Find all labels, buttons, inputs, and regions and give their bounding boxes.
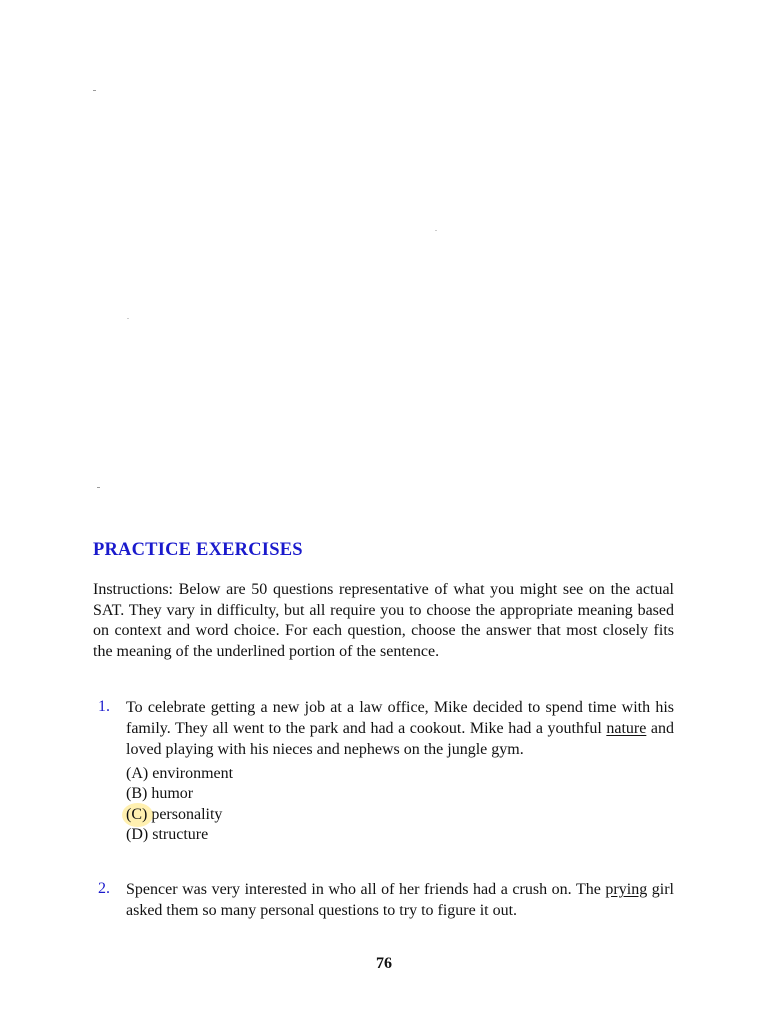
option-letter: (A) bbox=[126, 765, 149, 782]
option-text: structure bbox=[152, 825, 209, 843]
question-text-after: girl asked them so many personal questions to try to figure it out. bbox=[126, 881, 675, 919]
option-text: humor bbox=[151, 785, 194, 803]
question-2 bbox=[93, 879, 674, 921]
question-number: 2. bbox=[98, 880, 110, 897]
scan-speck bbox=[127, 318, 129, 319]
option-a bbox=[126, 764, 674, 784]
option-text: environment bbox=[152, 765, 234, 782]
option-letter: (D) bbox=[126, 825, 149, 843]
question-number: 1. bbox=[98, 698, 110, 715]
scan-speck bbox=[435, 230, 437, 231]
question-text bbox=[126, 879, 674, 921]
option-text: personality bbox=[151, 805, 223, 823]
option-letter-highlighted bbox=[126, 805, 147, 825]
underlined-word: prying bbox=[605, 881, 648, 898]
question-text-before: To celebrate getting a new job at a law office, Mike decided to spend time with his family. They all went to the park and had a cookout. Mike had a youthful bbox=[126, 699, 674, 737]
option-c bbox=[126, 805, 674, 825]
page-number: 76 bbox=[376, 955, 392, 972]
scan-speck bbox=[93, 90, 96, 91]
underlined-word: nature bbox=[606, 720, 647, 737]
question-text-after: and loved playing with his nieces and nephews on the jungle gym. bbox=[126, 720, 674, 758]
section-heading: PRACTICE EXERCISES bbox=[93, 540, 303, 560]
question-text-before: Spencer was very interested in who all of her friends had a crush on. The bbox=[126, 881, 606, 898]
option-d bbox=[126, 825, 674, 845]
answer-options bbox=[126, 764, 674, 845]
option-letter-text: (C) bbox=[126, 805, 148, 823]
question-1 bbox=[93, 697, 674, 845]
scan-speck bbox=[97, 487, 100, 488]
option-letter: (B) bbox=[126, 785, 148, 803]
option-b bbox=[126, 784, 674, 804]
question-text bbox=[126, 697, 674, 760]
instructions-paragraph: Instructions: Below are 50 questions representative of what you might see on the actual SAT. They vary in difficulty, but all require you to choose the appropriate meaning based on context and word choice. For each question, choose the answer that most closely fits the meaning of the underlined portion of the sentence. bbox=[93, 581, 674, 660]
